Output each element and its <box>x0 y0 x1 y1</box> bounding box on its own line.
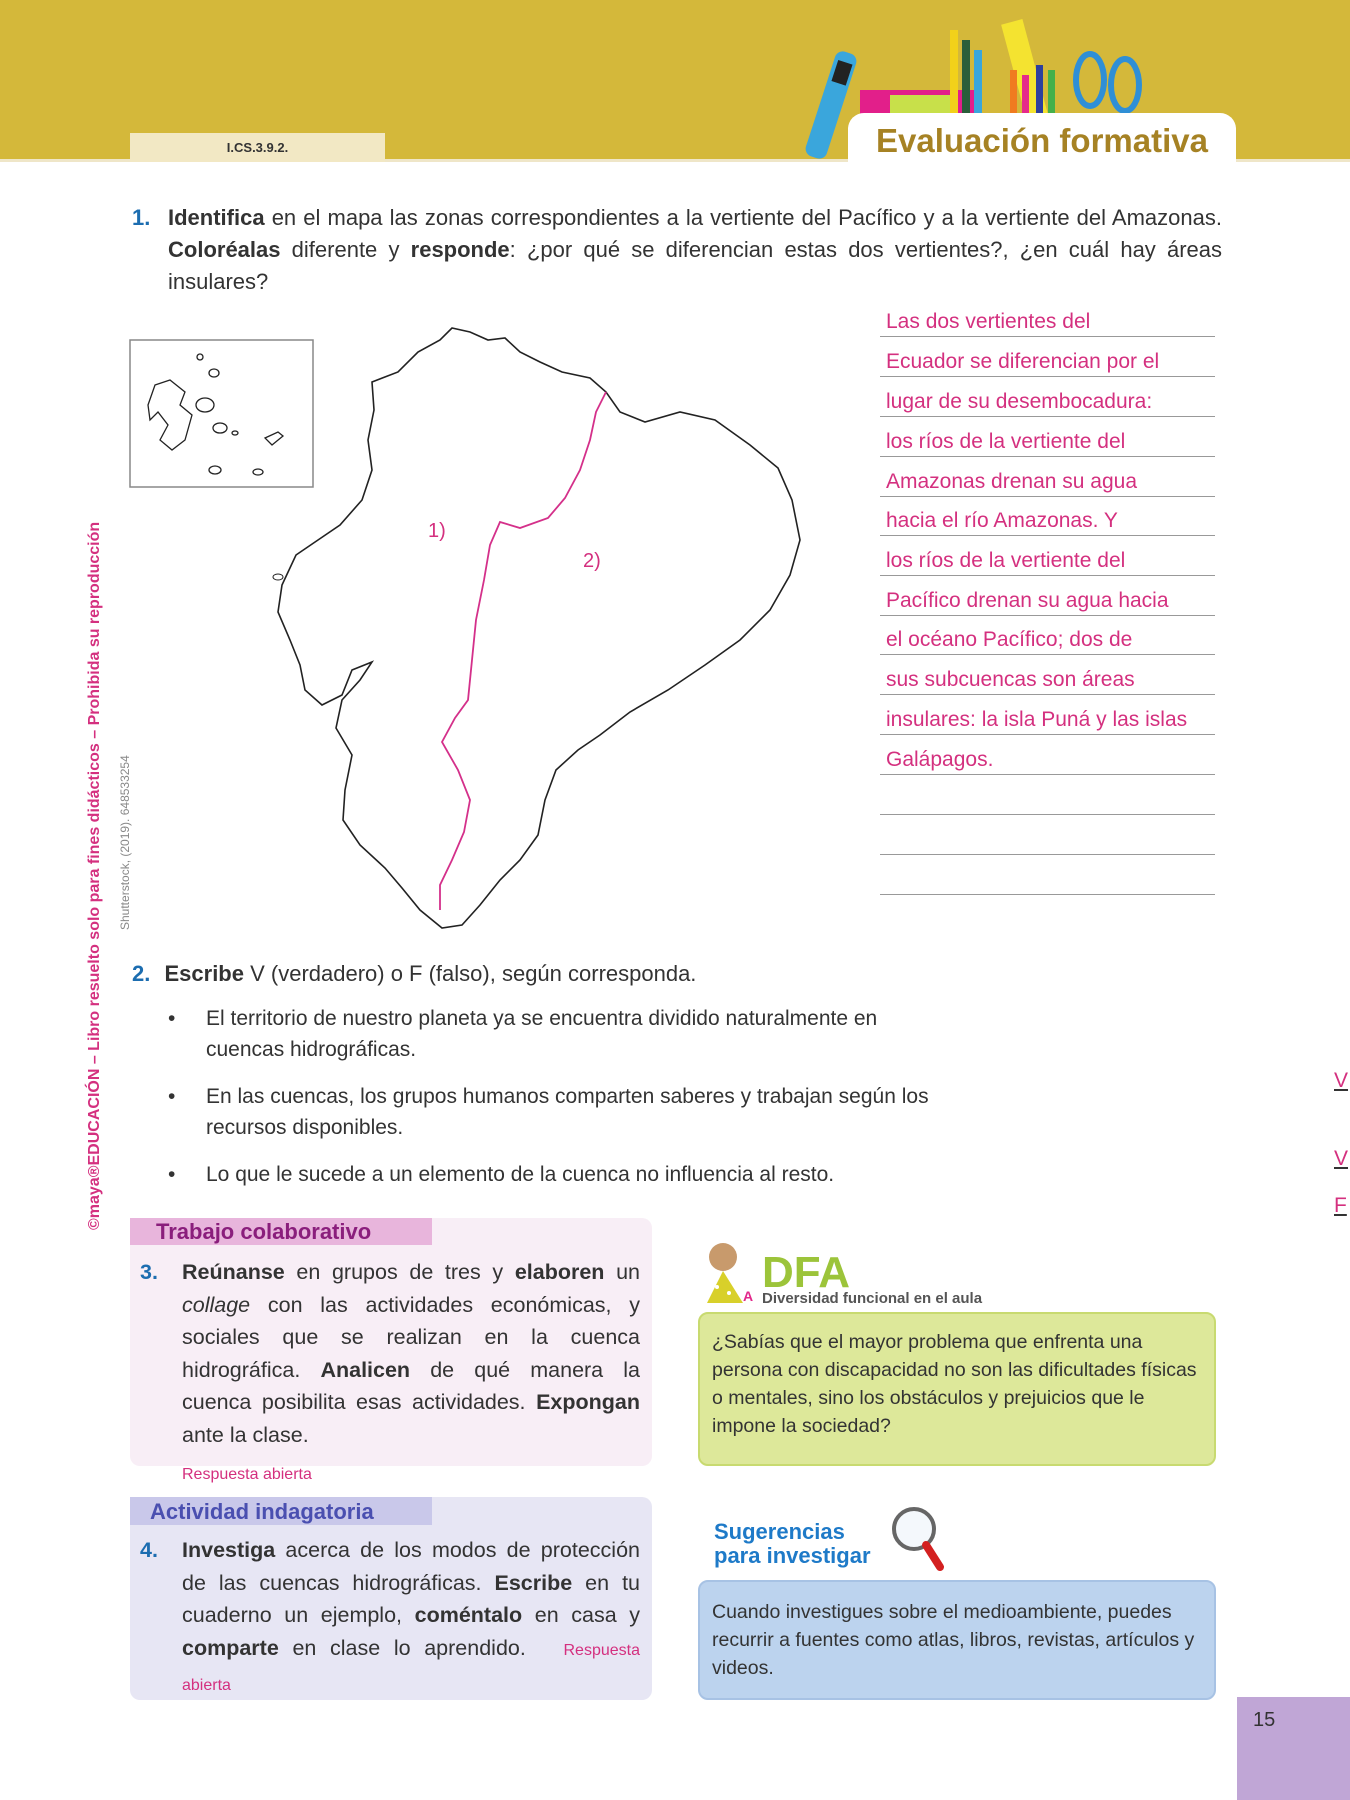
tf-answer <box>1328 1159 1350 1252</box>
page-number: 15 <box>1237 1697 1350 1800</box>
section-label: Trabajo colaborativo <box>130 1218 432 1245</box>
dfa-logo: DFA <box>762 1248 850 1297</box>
answer-line <box>880 775 1215 815</box>
tf-statement: • En las cuencas, los grupos humanos comparten saberes y trabajan según los recursos disponibles. <box>206 1085 929 1139</box>
section-title: Evaluación formativa <box>848 113 1236 165</box>
question-number: 2. <box>132 961 151 986</box>
question-4: 4. Investiga acerca de los modos de protección de las cuencas hidrográficas. Escribe en tu cuaderno un ejemplo, coméntalo en casa y comparte en clase lo aprendido. Respuesta abierta <box>140 1534 640 1703</box>
galapagos-inset <box>130 340 313 487</box>
answer-line: el océano Pacífico; dos de <box>880 615 1215 655</box>
svg-text:A: A <box>743 1288 754 1304</box>
answer-line <box>880 855 1215 895</box>
suggestions-text: Cuando investigues sobre el medioambiente, puedes recurrir a fuentes como atlas, libros, revistas, artículos y videos. <box>698 1580 1216 1700</box>
keyword: Coloréalas <box>168 237 281 262</box>
question-2 <box>132 958 696 990</box>
text: diferente y <box>280 237 411 262</box>
answer-open: Respuesta abierta <box>182 1641 640 1694</box>
tf-statement: • El territorio de nuestro planeta ya se encuentra dividido naturalmente en cuencas hidrográficas. <box>206 1007 878 1061</box>
section-label: Actividad indagatoria <box>130 1497 432 1525</box>
map-label-amazon: 2) <box>583 550 601 572</box>
answer-value: V <box>1334 1147 1349 1170</box>
question-3: 3. Reúnanse en grupos de tres y elaboren un collage con las actividades económicas, y sociales que se realizan en la cuenca hidrográfica. Analicen de qué manera la cuenca posibilita esas actividades. Expongan ante la clase. <box>140 1256 640 1451</box>
answer-line: sus subcuencas son áreas <box>880 655 1215 695</box>
magnifier-icon <box>888 1505 948 1575</box>
keyword: responde <box>410 237 510 262</box>
answer-value: V <box>1334 1069 1349 1092</box>
suggestions-title: Sugerencias para investigar <box>714 1519 871 1568</box>
answer-line: lugar de su desembocadura: <box>880 377 1215 417</box>
tf-item <box>168 1159 1347 1217</box>
answer-line: los ríos de la vertiente del <box>880 536 1215 576</box>
answer-line: los ríos de la vertiente del <box>880 417 1215 457</box>
answer-line: Ecuador se diferencian por el <box>880 337 1215 377</box>
question-number: 1. <box>132 205 151 230</box>
keyword: Escribe <box>164 961 244 986</box>
answer-line: Las dos vertientes del <box>880 297 1215 337</box>
girl-illustration <box>685 1235 765 1315</box>
answer-line: hacia el río Amazonas. Y <box>880 496 1215 536</box>
dfa-subtitle: Diversidad funcional en el aula <box>762 1290 983 1307</box>
answer-line: Galápagos. <box>880 735 1215 775</box>
answer-open: Respuesta abierta <box>182 1466 312 1483</box>
text: en el mapa las zonas correspondientes a la vertiente del Pacífico y a la vertiente del Amazonas. <box>264 205 1222 230</box>
copyright-notice: ©maya®EDUCACIÓN – Libro resuelto solo para fines didácticos – Prohibida su reproducción <box>86 521 103 1230</box>
text: V (verdadero) o F (falso), según corresponda. <box>243 961 697 986</box>
image-credit: Shutterstock, (2019). 648533254 <box>118 755 132 930</box>
answer-value: F <box>1334 1194 1347 1217</box>
question-number: 3. <box>140 1260 158 1284</box>
keyword: Identifica <box>168 205 265 230</box>
tf-statement: • Lo que le sucede a un elemento de la cuenca no influencia al resto. <box>206 1163 835 1186</box>
answer-line: Amazonas drenan su agua <box>880 457 1215 497</box>
mainland-outline <box>278 328 800 928</box>
map-label-pacific: 1) <box>428 520 446 542</box>
text: : ¿por qué se diferencian estas dos vertientes?, ¿en cuál hay áreas insulares? <box>168 237 1223 294</box>
tf-item <box>168 1081 1349 1170</box>
tf-item <box>168 1003 1349 1092</box>
question-number: 4. <box>140 1538 158 1562</box>
answer-line: Pacífico drenan su agua hacia <box>880 576 1215 616</box>
answer-line: insulares: la isla Puná y las islas <box>880 695 1215 735</box>
dfa-text: ¿Sabías que el mayor problema que enfrenta una persona con discapacidad no son las dificultades físicas o mentales, sino los obstáculos y prejuicios que le impone la sociedad? <box>698 1312 1216 1466</box>
answer-line <box>880 815 1215 855</box>
indicator-code: I.CS.3.9.2. <box>130 133 385 162</box>
